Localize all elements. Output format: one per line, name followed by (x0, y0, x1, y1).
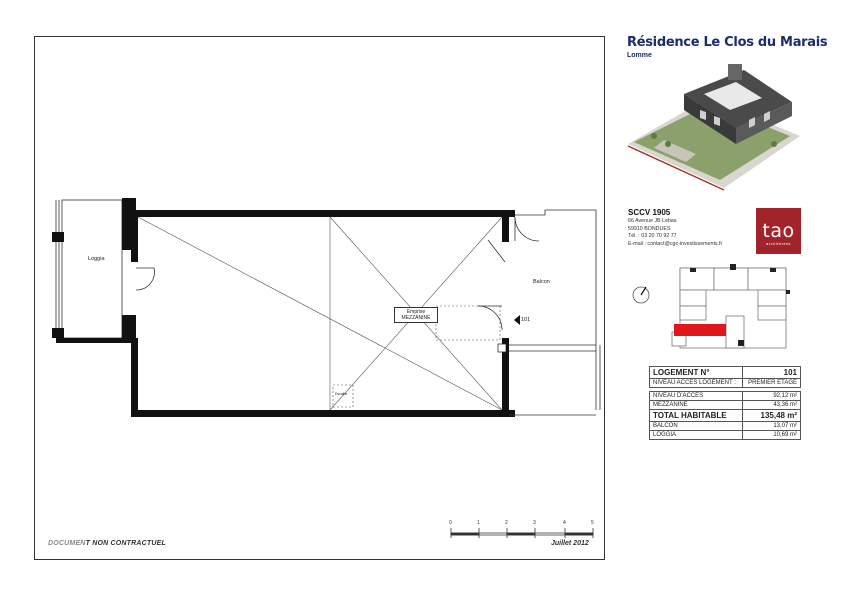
row-value: 10,69 m² (743, 431, 801, 440)
logo-subtext: architectes (766, 241, 791, 246)
developer-phone: Tél. : 03 20 70 92 77 (628, 233, 677, 240)
total-label: TOTAL HABITABLE (650, 410, 743, 422)
developer-address2: 59910 BONDUES (628, 225, 671, 232)
scale-tick-3: 3 (533, 520, 536, 526)
scale-tick-1: 1 (477, 520, 480, 526)
scale-tick-0: 0 (449, 520, 452, 526)
row-value: 43,36 m² (743, 401, 801, 410)
table-row (650, 410, 801, 422)
row-label: MEZZANINE (650, 401, 743, 410)
niveau-acces-value: PREMIER ETAGE (743, 379, 801, 388)
room-label-balcon: Balcon (533, 279, 550, 285)
key-plan (630, 260, 802, 356)
building-render-image (624, 64, 804, 192)
logement-value: 101 (743, 367, 801, 379)
scale-bar (451, 528, 593, 538)
logement-label: LOGEMENT N° (650, 367, 743, 379)
project-city: Lomme (627, 52, 652, 59)
unit-tag: 101 (521, 317, 531, 323)
table-row (650, 422, 801, 431)
plan-date: Juillet 2012 (551, 540, 589, 547)
developer-address1: 66 Avenue JB Lebas (628, 218, 677, 224)
scale-tick-4: 4 (563, 520, 566, 526)
disclaimer (48, 540, 166, 547)
row-label: LOGGIA (650, 431, 743, 440)
row-value: 92,12 m² (743, 392, 801, 401)
compass-icon (633, 287, 649, 303)
developer-name: SCCV 1905 (628, 208, 671, 217)
table-row (650, 379, 801, 388)
row-label: NIVEAU D'ACCES (650, 392, 743, 401)
developer-email[interactable]: E-mail : contact@cgc-investissements.fr (628, 240, 723, 247)
table-row (650, 431, 801, 440)
developer-info (628, 208, 722, 248)
loggia-area (52, 200, 122, 338)
mezzanine-label-line1: Emprise (406, 309, 426, 315)
disclaimer-part2: T NON CONTRACTUEL (85, 540, 166, 547)
tao-architectes-logo (756, 208, 801, 254)
logo-text: tao (762, 220, 795, 242)
apartment-walls (56, 198, 515, 417)
entry-arrow-icon (514, 315, 520, 325)
mezzanine-label (394, 307, 438, 323)
project-title: Résidence Le Clos du Marais (627, 35, 828, 50)
scale-tick-2: 2 (505, 520, 508, 526)
mezzanine-outline (138, 217, 502, 410)
room-label-loggia: Loggia (88, 256, 105, 262)
niveau-acces-label: NIVEAU ACCES LOGEMENT : (650, 379, 743, 388)
table-row (650, 367, 801, 379)
scale-tick-5: 5 (591, 520, 594, 526)
unit-surface-table (649, 366, 801, 440)
stair-note: Escalier (335, 392, 348, 396)
floor-plan (34, 36, 605, 560)
door-swings (136, 268, 502, 330)
table-row (650, 392, 801, 401)
total-value: 135,48 m² (743, 410, 801, 422)
table-row (650, 401, 801, 410)
row-label: BALCON (650, 422, 743, 431)
mezzanine-label-line2: MEZZANINE (401, 315, 431, 321)
disclaimer-part1: DOCUMEN (48, 540, 86, 547)
row-value: 13,07 m² (743, 422, 801, 431)
